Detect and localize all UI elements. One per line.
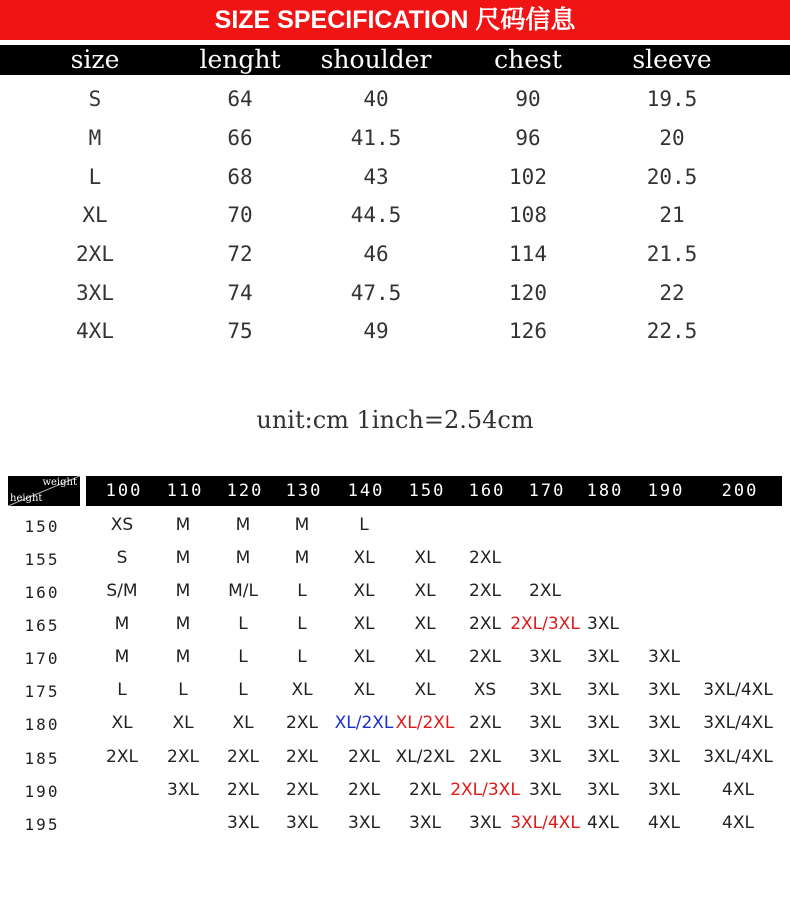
fit-size-cell: 4XL [587,813,619,833]
fit-size-cell: 2XL [409,780,441,800]
size-table-cell: 3XL [76,281,114,305]
fit-size-cell: L [297,614,307,634]
fit-size-cell: S [116,548,128,568]
weight-header-120: 120 [226,481,264,501]
size-table-cell: 41.5 [350,126,402,150]
size-header-2: shoulder [320,45,432,74]
weight-header-170: 170 [528,481,566,501]
size-table-cell: 74 [227,281,253,305]
size-table-cell: 72 [227,242,253,266]
size-table-cell: L [88,165,102,189]
fit-size-cell: 3XL/4XL [703,747,773,767]
fit-size-cell: 2XL [348,747,380,767]
size-table-cell: 66 [227,126,253,150]
fit-size-cell: 3XL [587,747,619,767]
fit-size-cell: 3XL [529,747,561,767]
fit-size-cell: 2XL [227,780,259,800]
fit-size-cell: L [238,680,248,700]
fit-size-cell: 3XL [529,680,561,700]
size-table-cell: 114 [509,242,547,266]
corner-weight-label: weight [42,477,77,488]
height-label-165: 165 [24,616,60,635]
fit-size-cell: L [297,581,307,601]
fit-size-cell: 2XL [469,647,501,667]
weight-header-150: 150 [408,481,446,501]
fit-size-cell: 2XL [469,747,501,767]
fit-size-cell: XL [353,581,375,601]
size-table-cell: 4XL [76,319,114,343]
fit-size-cell: 3XL [348,813,380,833]
fit-size-cell: XL [414,680,436,700]
fit-size-cell: XL [353,647,375,667]
weight-height-corner [8,476,80,506]
height-label-190: 190 [24,782,60,801]
size-table-cell: 43 [363,165,389,189]
fit-size-cell: 2XL [286,747,318,767]
fit-size-cell: XL [414,548,436,568]
fit-size-cell: 3XL [469,813,501,833]
fit-size-cell: 3XL/4XL [510,813,580,833]
fit-size-cell: XL [353,614,375,634]
fit-size-cell: 2XL [529,581,561,601]
fit-size-cell: M [294,548,310,568]
fit-size-cell: M [175,614,191,634]
size-header-4: sleeve [632,45,712,74]
size-table-cell: 64 [227,87,253,111]
fit-size-cell: L [178,680,188,700]
size-table-cell: 22 [659,281,685,305]
fit-size-cell: 2XL [106,747,138,767]
fit-size-cell: 3XL [587,713,619,733]
fit-size-cell: M/L [228,581,258,601]
size-table-cell: 126 [509,319,547,343]
fit-size-cell: XL [414,581,436,601]
fit-size-cell: 3XL [409,813,441,833]
size-table-cell: 44.5 [350,203,402,227]
size-table-cell: 46 [363,242,389,266]
size-table-cell: XL [82,203,108,227]
fit-size-cell: 2XL/3XL [450,780,520,800]
weight-header-110: 110 [166,481,204,501]
size-table-cell: 2XL [76,242,114,266]
fit-size-cell: 3XL [587,614,619,634]
corner-height-label: height [10,493,43,504]
size-header-3: chest [494,45,562,74]
fit-size-cell: 2XL [469,713,501,733]
fit-size-cell: 2XL [469,581,501,601]
fit-size-cell: XS [110,515,134,535]
size-table-cell: 21 [659,203,685,227]
size-specification-banner: SIZE SPECIFICATION 尺码信息 [0,0,790,40]
size-header-1: lenght [199,45,281,74]
fit-size-cell: M [175,515,191,535]
fit-size-cell: L [297,647,307,667]
weight-header-200: 200 [721,481,759,501]
size-table-cell: 68 [227,165,253,189]
fit-size-cell: XL [353,548,375,568]
size-table-cell: 96 [515,126,541,150]
fit-size-cell: 3XL [286,813,318,833]
fit-size-cell: 3XL [587,647,619,667]
fit-size-cell: XS [473,680,497,700]
fit-size-cell: XL [232,713,254,733]
size-table-cell: S [88,87,102,111]
height-label-185: 185 [24,749,60,768]
size-table-header [0,45,790,75]
weight-header-row [86,476,782,506]
fit-size-cell: 2XL [286,780,318,800]
fit-size-cell: L [238,614,248,634]
fit-size-cell: 2XL [286,713,318,733]
size-table-cell: 49 [363,319,389,343]
fit-size-cell: 3XL [529,713,561,733]
size-table-cell: M [88,126,102,150]
height-label-175: 175 [24,682,60,701]
fit-size-cell: XL [353,680,375,700]
size-table-cell: 40 [363,87,389,111]
fit-size-cell: 3XL [587,680,619,700]
height-label-180: 180 [24,715,60,734]
size-header-0: size [70,45,120,74]
fit-size-cell: S/M [106,581,138,601]
size-table-cell: 70 [227,203,253,227]
fit-size-cell: XL/2XL [334,713,394,733]
fit-size-cell: 2XL [348,780,380,800]
fit-size-cell: 2XL [469,614,501,634]
weight-header-160: 160 [468,481,506,501]
fit-size-cell: 3XL [167,780,199,800]
fit-size-cell: 4XL [648,813,680,833]
size-table-cell: 102 [509,165,547,189]
height-label-150: 150 [24,517,60,536]
fit-size-cell: M [114,647,130,667]
fit-size-cell: 4XL [722,813,754,833]
fit-size-cell: 3XL [648,747,680,767]
fit-size-cell: M [235,515,251,535]
fit-size-cell: 3XL [587,780,619,800]
height-label-155: 155 [24,550,60,569]
fit-size-cell: XL [111,713,133,733]
weight-header-140: 140 [347,481,385,501]
weight-header-190: 190 [647,481,685,501]
unit-note: unit:cm 1inch=2.54cm [256,406,534,434]
size-table-cell: 22.5 [646,319,698,343]
fit-size-cell: M [175,581,191,601]
fit-size-cell: 4XL [722,780,754,800]
size-table-cell: 120 [509,281,547,305]
size-table-cell: 47.5 [350,281,402,305]
fit-size-cell: 3XL [648,647,680,667]
size-table-cell: 108 [509,203,547,227]
fit-size-cell: 2XL/3XL [510,614,580,634]
weight-header-180: 180 [586,481,624,501]
fit-size-cell: 2XL [167,747,199,767]
size-table-cell: 90 [515,87,541,111]
fit-size-cell: XL/2XL [395,747,455,767]
size-table-cell: 19.5 [646,87,698,111]
fit-size-cell: 3XL [648,680,680,700]
fit-size-cell: M [294,515,310,535]
fit-size-cell: L [117,680,127,700]
fit-size-cell: 3XL [529,780,561,800]
size-table-cell: 21.5 [646,242,698,266]
fit-size-cell: 3XL [529,647,561,667]
weight-header-130: 130 [285,481,323,501]
fit-size-cell: M [114,614,130,634]
size-table-cell: 20 [659,126,685,150]
fit-size-cell: 2XL [227,747,259,767]
fit-size-cell: 3XL [648,713,680,733]
fit-size-cell: 3XL/4XL [703,713,773,733]
fit-size-cell: M [235,548,251,568]
fit-size-cell: 2XL [469,548,501,568]
height-label-170: 170 [24,649,60,668]
height-label-160: 160 [24,583,60,602]
fit-size-cell: L [238,647,248,667]
fit-size-cell: 3XL/4XL [703,680,773,700]
fit-size-cell: XL [291,680,313,700]
fit-size-cell: 3XL [648,780,680,800]
fit-size-cell: XL [172,713,194,733]
fit-size-cell: XL [414,647,436,667]
fit-size-cell: M [175,647,191,667]
fit-size-cell: XL [414,614,436,634]
size-table-cell: 20.5 [646,165,698,189]
size-table-cell: 75 [227,319,253,343]
fit-size-cell: M [175,548,191,568]
fit-size-cell: L [359,515,369,535]
fit-size-cell: XL/2XL [395,713,455,733]
weight-header-100: 100 [105,481,143,501]
height-label-195: 195 [24,815,60,834]
fit-size-cell: 3XL [227,813,259,833]
